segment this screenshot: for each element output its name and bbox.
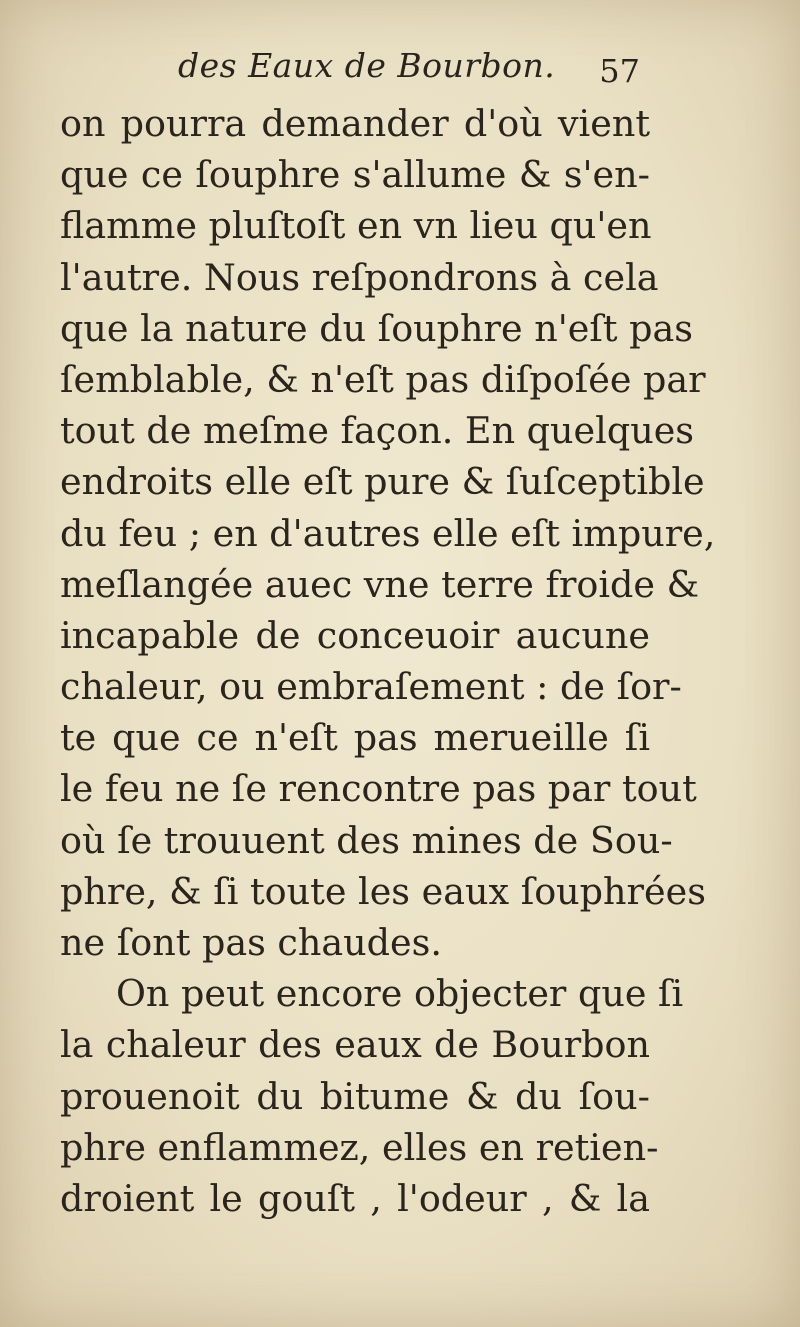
text-line: prouenoit du bitume & du ſou- bbox=[60, 1074, 650, 1118]
text-line: que ce ſouphre s'allume & s'en- bbox=[60, 153, 650, 197]
text-line: chaleur, ou embraſement : de ſor- bbox=[60, 665, 682, 709]
text-line: flamme pluſtoſt en vn lieu qu'en bbox=[60, 204, 652, 248]
text-line: incapable de conceuoir aucune bbox=[60, 613, 650, 657]
text-line: te que ce n'eſt pas merueille ſi bbox=[60, 716, 650, 760]
text-line: où ſe trouuent des mines de Sou- bbox=[60, 818, 673, 862]
text-line: on pourra demander d'où vient bbox=[60, 102, 650, 145]
text-line: endroits elle eſt pure & ſuſceptible bbox=[60, 460, 705, 504]
body-text bbox=[60, 98, 716, 1224]
text-line: tout de meſme façon. En quelques bbox=[60, 409, 695, 453]
text-line: le feu ne ſe rencontre pas par tout bbox=[60, 767, 697, 811]
text-line: ſemblable, & n'eſt pas diſpoſée par bbox=[60, 357, 706, 401]
text-line: la chaleur des eaux de Bourbon bbox=[60, 1023, 650, 1067]
text-line: phre, & ſi toute les eaux ſouphrées bbox=[60, 869, 706, 913]
paragraph-end-line: ne ſont pas chaudes. bbox=[60, 921, 442, 964]
page-header bbox=[60, 42, 650, 98]
text-line: que la nature du ſouphre n'eſt pas bbox=[60, 306, 693, 350]
text-line: du feu ; en d'autres elle eſt impure, bbox=[60, 511, 716, 555]
text-line: l'autre. Nous reſpondrons à cela bbox=[60, 255, 659, 299]
text-line: meſlangée auec vne terre froide & bbox=[60, 562, 700, 606]
paragraph-start-line: On peut encore objecter que ſi bbox=[116, 972, 684, 1016]
running-head: des Eaux de Bourbon. bbox=[178, 46, 556, 85]
text-line: droient le gouſt , l'odeur , & la bbox=[60, 1176, 650, 1220]
page-number: 57 bbox=[599, 52, 640, 90]
text-line: phre enflammez, elles en retien- bbox=[60, 1125, 659, 1169]
